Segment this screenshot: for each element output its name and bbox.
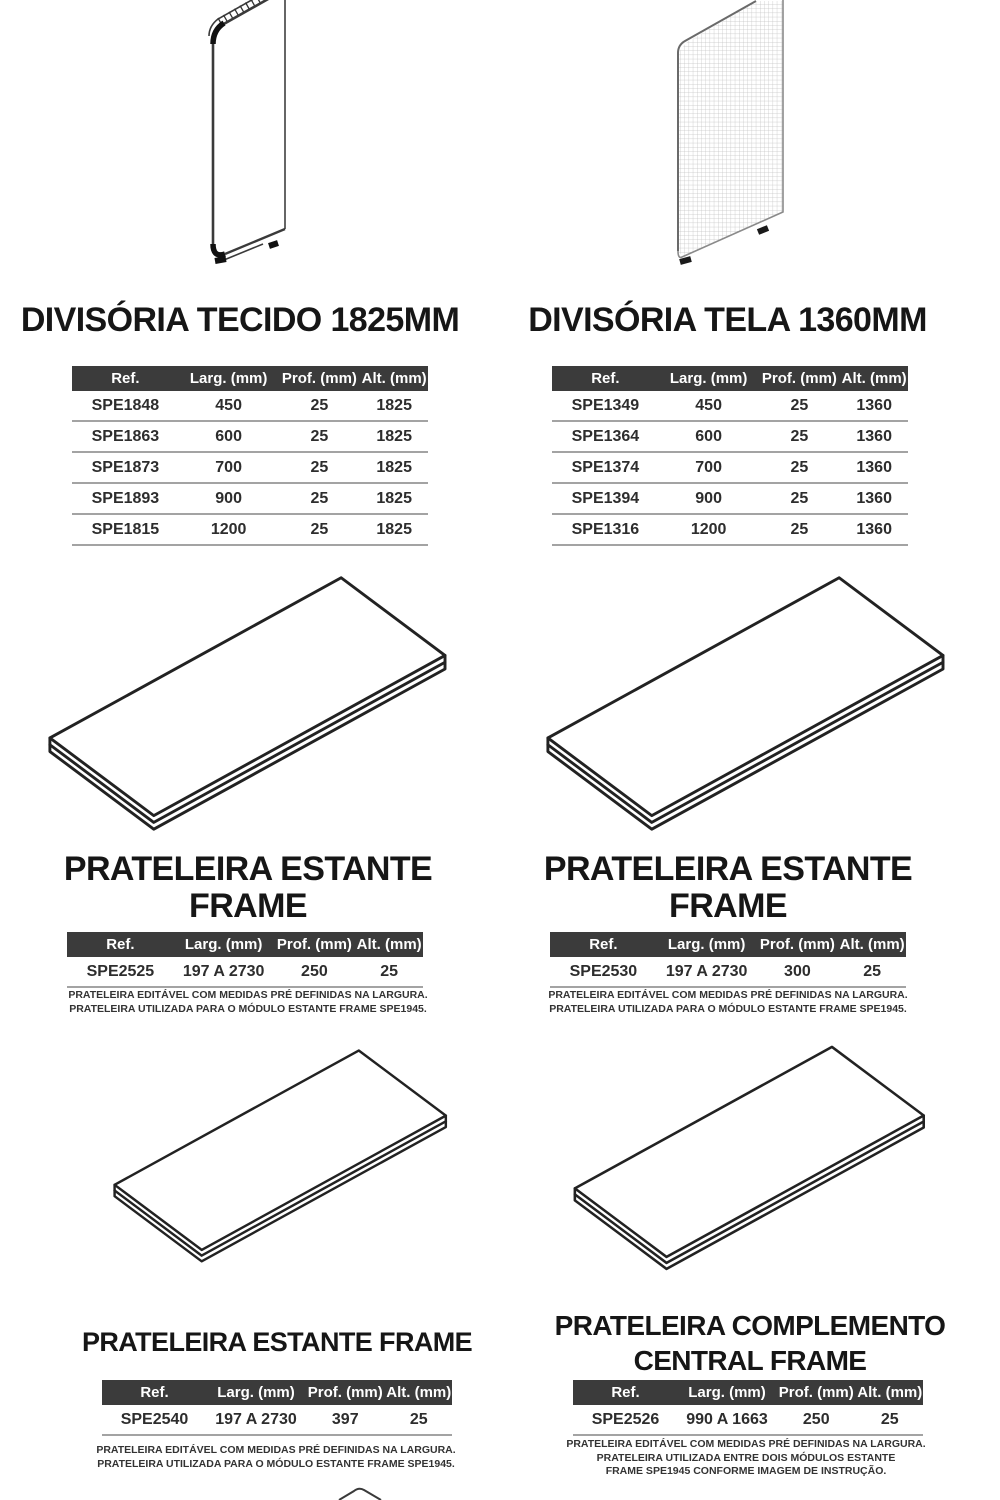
product-title-prateleira-300: PRATELEIRA ESTANTE FRAME [543, 850, 913, 926]
spec-table-divisoria-tela [552, 366, 908, 546]
table-cell: SPE1873 [72, 452, 179, 483]
table-cell: 1360 [840, 391, 908, 421]
table-cell: 25 [758, 391, 840, 421]
table-cell: SPE1863 [72, 421, 179, 452]
table-header-row [550, 932, 906, 957]
cutoff-next-drawing-fragment [338, 1487, 382, 1500]
table-row [550, 957, 906, 987]
table-row [102, 1405, 452, 1435]
table-cell: SPE2526 [573, 1405, 678, 1435]
column-header: Ref. [552, 366, 659, 391]
table-row [552, 452, 908, 483]
column-header: Prof. (mm) [305, 1380, 386, 1405]
column-header: Prof. (mm) [273, 932, 355, 957]
table-row [573, 1405, 923, 1435]
table-cell: 250 [273, 957, 355, 987]
table-cell: 1825 [360, 452, 428, 483]
table-cell: 25 [355, 957, 423, 987]
table-cell: 1360 [840, 421, 908, 452]
column-header: Larg. (mm) [207, 1380, 305, 1405]
table-cell: SPE2525 [67, 957, 174, 987]
table-header-row [102, 1380, 452, 1405]
table-cell: 25 [838, 957, 906, 987]
table-cell: SPE1815 [72, 514, 179, 545]
fabric-divider-panel-image [185, 0, 315, 270]
table-cell: 25 [278, 421, 360, 452]
table-cell: SPE1316 [552, 514, 659, 545]
table-cell: SPE2530 [550, 957, 657, 987]
table-header-row [573, 1380, 923, 1405]
column-header: Alt. (mm) [386, 1380, 453, 1405]
table-row [552, 483, 908, 514]
shelf-panel-image-2 [540, 570, 948, 836]
column-header: Alt. (mm) [355, 932, 423, 957]
table-cell: 450 [659, 391, 759, 421]
table-cell: 25 [758, 452, 840, 483]
product-title-divisoria-tecido: DIVISÓRIA TECIDO 1825MM [20, 301, 460, 339]
table-cell: 1360 [840, 514, 908, 545]
table-cell: 25 [386, 1405, 453, 1435]
table-cell: SPE1394 [552, 483, 659, 514]
product-note-prateleira-300: PRATELEIRA EDITÁVEL COM MEDIDAS PRÉ DEFINIDAS NA LARGURA. PRATELEIRA UTILIZADA PARA O MÓDULO ESTANTE FRAME SPE1945. [548, 989, 908, 1015]
table-cell: 197 A 2730 [657, 957, 757, 987]
table-cell: 25 [758, 483, 840, 514]
table-cell: 300 [756, 957, 838, 987]
table-header-row [72, 366, 428, 391]
table-cell: 25 [278, 452, 360, 483]
spec-table-prateleira-300 [550, 932, 906, 988]
table-cell: 1825 [360, 514, 428, 545]
table-cell: 1200 [179, 514, 279, 545]
product-note-prateleira-397: PRATELEIRA EDITÁVEL COM MEDIDAS PRÉ DEFINIDAS NA LARGURA. PRATELEIRA UTILIZADA PARA O MÓDULO ESTANTE FRAME SPE1945. [96, 1444, 456, 1470]
column-header: Larg. (mm) [179, 366, 279, 391]
product-title-complemento-central: PRATELEIRA COMPLEMENTO CENTRAL FRAME [554, 1310, 946, 1376]
column-header: Ref. [573, 1380, 678, 1405]
column-header: Ref. [72, 366, 179, 391]
column-header: Prof. (mm) [756, 932, 838, 957]
table-row [72, 452, 428, 483]
table-cell: SPE1349 [552, 391, 659, 421]
column-header: Alt. (mm) [360, 366, 428, 391]
table-cell: 1360 [840, 452, 908, 483]
table-cell: SPE2540 [102, 1405, 207, 1435]
table-cell: 197 A 2730 [174, 957, 274, 987]
table-row [72, 391, 428, 421]
table-cell: 1360 [840, 483, 908, 514]
table-cell: 250 [776, 1405, 857, 1435]
table-cell: SPE1374 [552, 452, 659, 483]
table-cell: 1825 [360, 421, 428, 452]
column-header: Ref. [67, 932, 174, 957]
column-header: Prof. (mm) [758, 366, 840, 391]
table-cell: 197 A 2730 [207, 1405, 305, 1435]
column-header: Larg. (mm) [174, 932, 274, 957]
table-cell: 700 [179, 452, 279, 483]
table-cell: 600 [179, 421, 279, 452]
table-cell: 25 [857, 1405, 924, 1435]
table-cell: 1825 [360, 483, 428, 514]
table-cell: 397 [305, 1405, 386, 1435]
column-header: Ref. [550, 932, 657, 957]
table-cell: 25 [278, 514, 360, 545]
spec-table-complemento-central [573, 1380, 923, 1436]
column-header: Alt. (mm) [840, 366, 908, 391]
mesh-divider-panel-image [655, 0, 795, 270]
table-row [552, 421, 908, 452]
shelf-panel-image-3 [108, 1044, 450, 1267]
table-cell: 990 A 1663 [678, 1405, 776, 1435]
table-row [67, 957, 423, 987]
table-cell: 25 [758, 421, 840, 452]
table-cell: 700 [659, 452, 759, 483]
column-header: Larg. (mm) [657, 932, 757, 957]
table-header-row [552, 366, 908, 391]
table-row [552, 514, 908, 545]
column-header: Alt. (mm) [857, 1380, 924, 1405]
table-cell: SPE1893 [72, 483, 179, 514]
column-header: Ref. [102, 1380, 207, 1405]
table-row [552, 391, 908, 421]
product-title-divisoria-tela: DIVISÓRIA TELA 1360MM [528, 301, 927, 339]
product-note-complemento-central: PRATELEIRA EDITÁVEL COM MEDIDAS PRÉ DEFINIDAS NA LARGURA. PRATELEIRA UTILIZADA ENTRE DOIS MÓDULOS ESTANTE FRAME SPE1945 CONFORME IMAGEM DE INSTRUÇÃO. [566, 1438, 926, 1478]
table-header-row [67, 932, 423, 957]
spec-table-prateleira-397 [102, 1380, 452, 1436]
table-cell: 600 [659, 421, 759, 452]
column-header: Alt. (mm) [838, 932, 906, 957]
column-header: Prof. (mm) [278, 366, 360, 391]
table-row [72, 483, 428, 514]
product-title-prateleira-250: PRATELEIRA ESTANTE FRAME [63, 850, 433, 926]
table-cell: 900 [179, 483, 279, 514]
table-cell: 450 [179, 391, 279, 421]
product-title-prateleira-397: PRATELEIRA ESTANTE FRAME [81, 1327, 473, 1357]
shelf-panel-image-4 [568, 1040, 928, 1275]
table-cell: 1200 [659, 514, 759, 545]
table-cell: 1825 [360, 391, 428, 421]
table-row [72, 421, 428, 452]
table-cell: 900 [659, 483, 759, 514]
table-cell: 25 [278, 391, 360, 421]
table-cell: SPE1364 [552, 421, 659, 452]
column-header: Larg. (mm) [678, 1380, 776, 1405]
table-row [72, 514, 428, 545]
table-cell: 25 [278, 483, 360, 514]
product-note-prateleira-250: PRATELEIRA EDITÁVEL COM MEDIDAS PRÉ DEFINIDAS NA LARGURA. PRATELEIRA UTILIZADA PARA O MÓDULO ESTANTE FRAME SPE1945. [68, 989, 428, 1015]
spec-table-divisoria-tecido [72, 366, 428, 546]
table-cell: 25 [758, 514, 840, 545]
spec-table-prateleira-250 [67, 932, 423, 988]
table-cell: SPE1848 [72, 391, 179, 421]
shelf-panel-image-1 [42, 570, 450, 836]
column-header: Larg. (mm) [659, 366, 759, 391]
column-header: Prof. (mm) [776, 1380, 857, 1405]
